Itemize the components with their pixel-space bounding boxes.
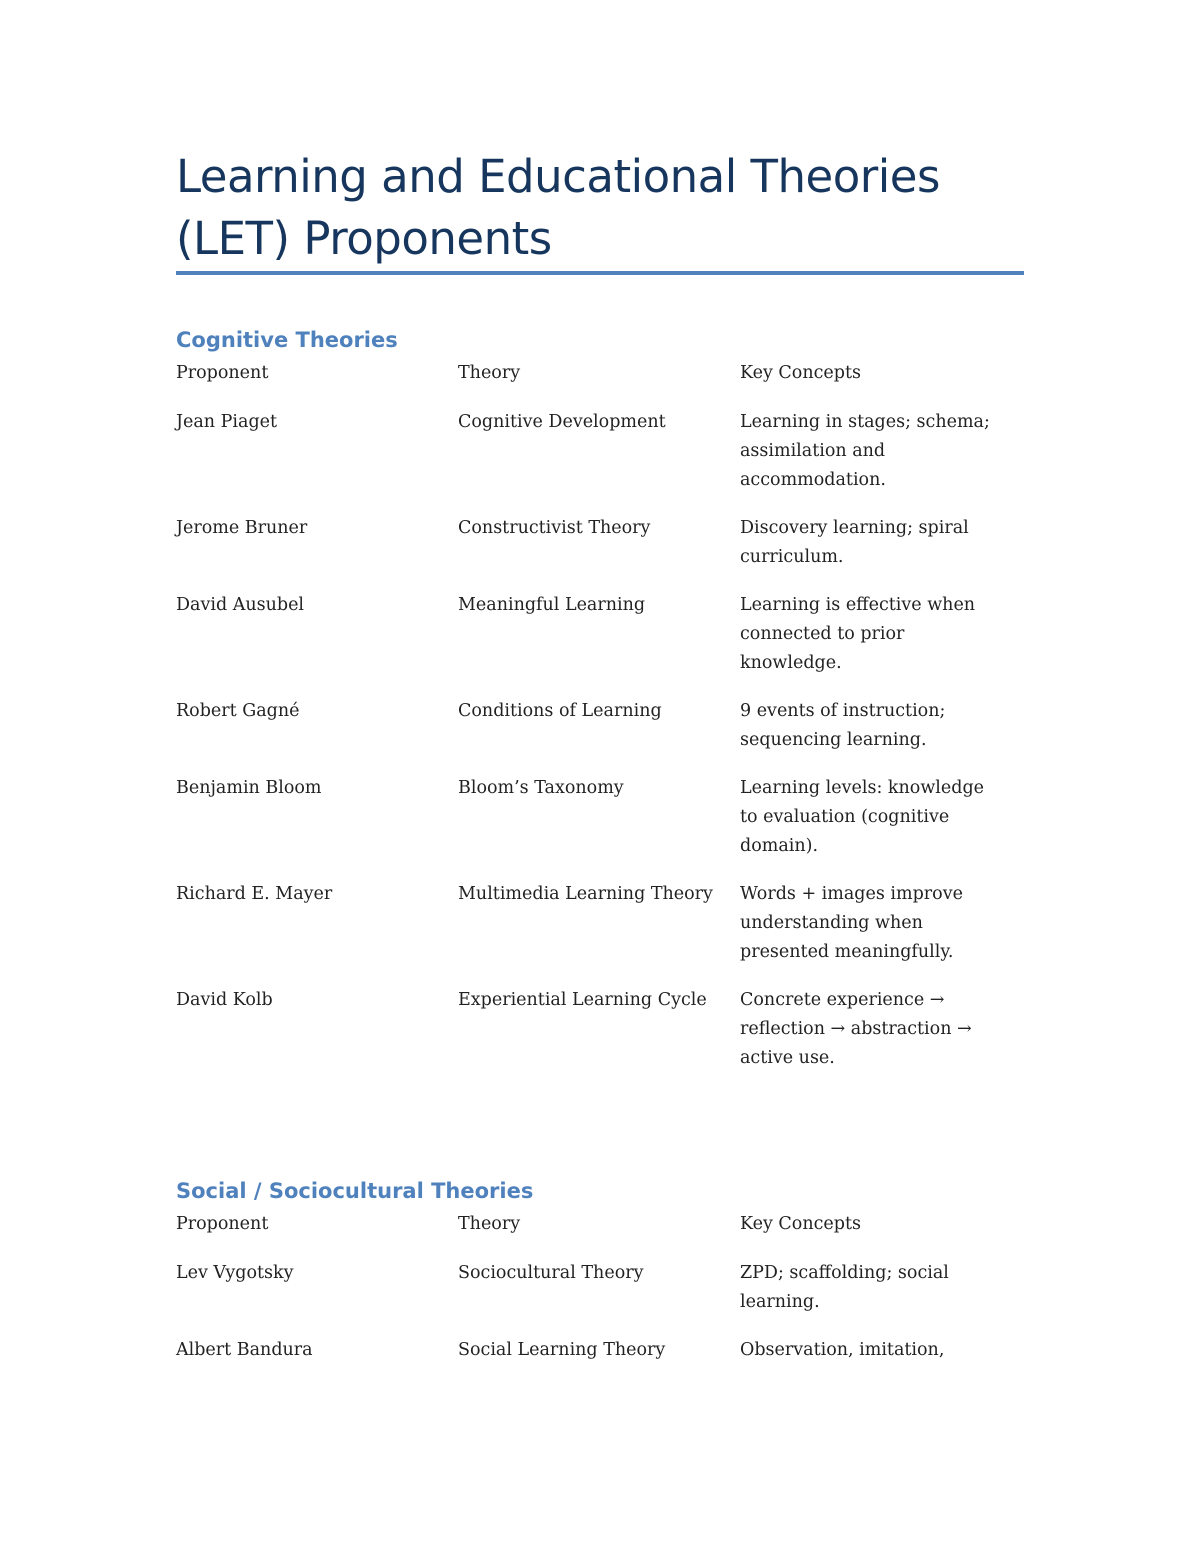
key-concepts-cell: ZPD; scaffolding; social learning.	[740, 1263, 949, 1312]
document-title: Learning and Educational Theories (LET) Proponents	[176, 150, 940, 265]
theory-cell: Experiential Learning Cycle	[458, 990, 707, 1010]
section-heading: Cognitive Theories	[176, 328, 398, 352]
proponent-cell: Richard E. Mayer	[176, 884, 333, 904]
section-cognitive-theories	[176, 325, 1024, 1092]
table-row	[176, 880, 1024, 967]
theory-cell: Meaningful Learning	[458, 595, 646, 615]
column-header-key-concepts: Key Concepts	[740, 1214, 861, 1234]
table-row	[176, 697, 1024, 755]
proponent-cell: Robert Gagné	[176, 701, 300, 721]
theory-cell: Social Learning Theory	[458, 1340, 666, 1360]
proponent-cell: David Kolb	[176, 990, 273, 1010]
key-concepts-cell: Concrete experience → reflection → abstraction → active use.	[740, 990, 972, 1068]
key-concepts-cell: Discovery learning; spiral curriculum.	[740, 518, 969, 567]
proponent-cell: Albert Bandura	[176, 1340, 313, 1360]
theories-table	[176, 359, 1024, 1073]
column-header-key-concepts: Key Concepts	[740, 363, 861, 383]
theory-cell: Multimedia Learning Theory	[458, 884, 713, 904]
column-header-theory: Theory	[458, 1214, 521, 1234]
table-row	[176, 514, 1024, 572]
column-header-proponent: Proponent	[176, 1214, 269, 1234]
theories-table	[176, 1210, 1024, 1365]
section-heading: Social / Sociocultural Theories	[176, 1179, 534, 1203]
theory-cell: Cognitive Development	[458, 412, 666, 432]
theory-cell: Constructivist Theory	[458, 518, 651, 538]
section-social-theories	[176, 1176, 1024, 1384]
key-concepts-cell: 9 events of instruction; sequencing learning.	[740, 701, 946, 750]
table-row	[176, 408, 1024, 495]
table-row	[176, 986, 1024, 1073]
proponent-cell: Jean Piaget	[176, 412, 278, 432]
table-row	[176, 591, 1024, 678]
theory-cell: Bloom’s Taxonomy	[458, 778, 624, 798]
key-concepts-cell: Observation, imitation,	[740, 1340, 945, 1360]
table-header-row	[176, 359, 1024, 388]
table-row	[176, 774, 1024, 861]
key-concepts-cell: Words + images improve understanding when presented meaningfully.	[740, 884, 963, 962]
proponent-cell: Jerome Bruner	[176, 518, 308, 538]
table-row	[176, 1259, 1024, 1317]
proponent-cell: Lev Vygotsky	[176, 1263, 294, 1283]
table-header-row	[176, 1210, 1024, 1239]
proponent-cell: David Ausubel	[176, 595, 305, 615]
key-concepts-cell: Learning in stages; schema; assimilation and accommodation.	[740, 412, 990, 490]
title-underline	[176, 271, 1024, 275]
column-header-theory: Theory	[458, 363, 521, 383]
proponent-cell: Benjamin Bloom	[176, 778, 322, 798]
theory-cell: Conditions of Learning	[458, 701, 662, 721]
theory-cell: Sociocultural Theory	[458, 1263, 644, 1283]
column-header-proponent: Proponent	[176, 363, 269, 383]
key-concepts-cell: Learning levels: knowledge to evaluation (cognitive domain).	[740, 778, 985, 856]
key-concepts-cell: Learning is effective when connected to prior knowledge.	[740, 595, 976, 673]
table-row	[176, 1336, 1024, 1365]
